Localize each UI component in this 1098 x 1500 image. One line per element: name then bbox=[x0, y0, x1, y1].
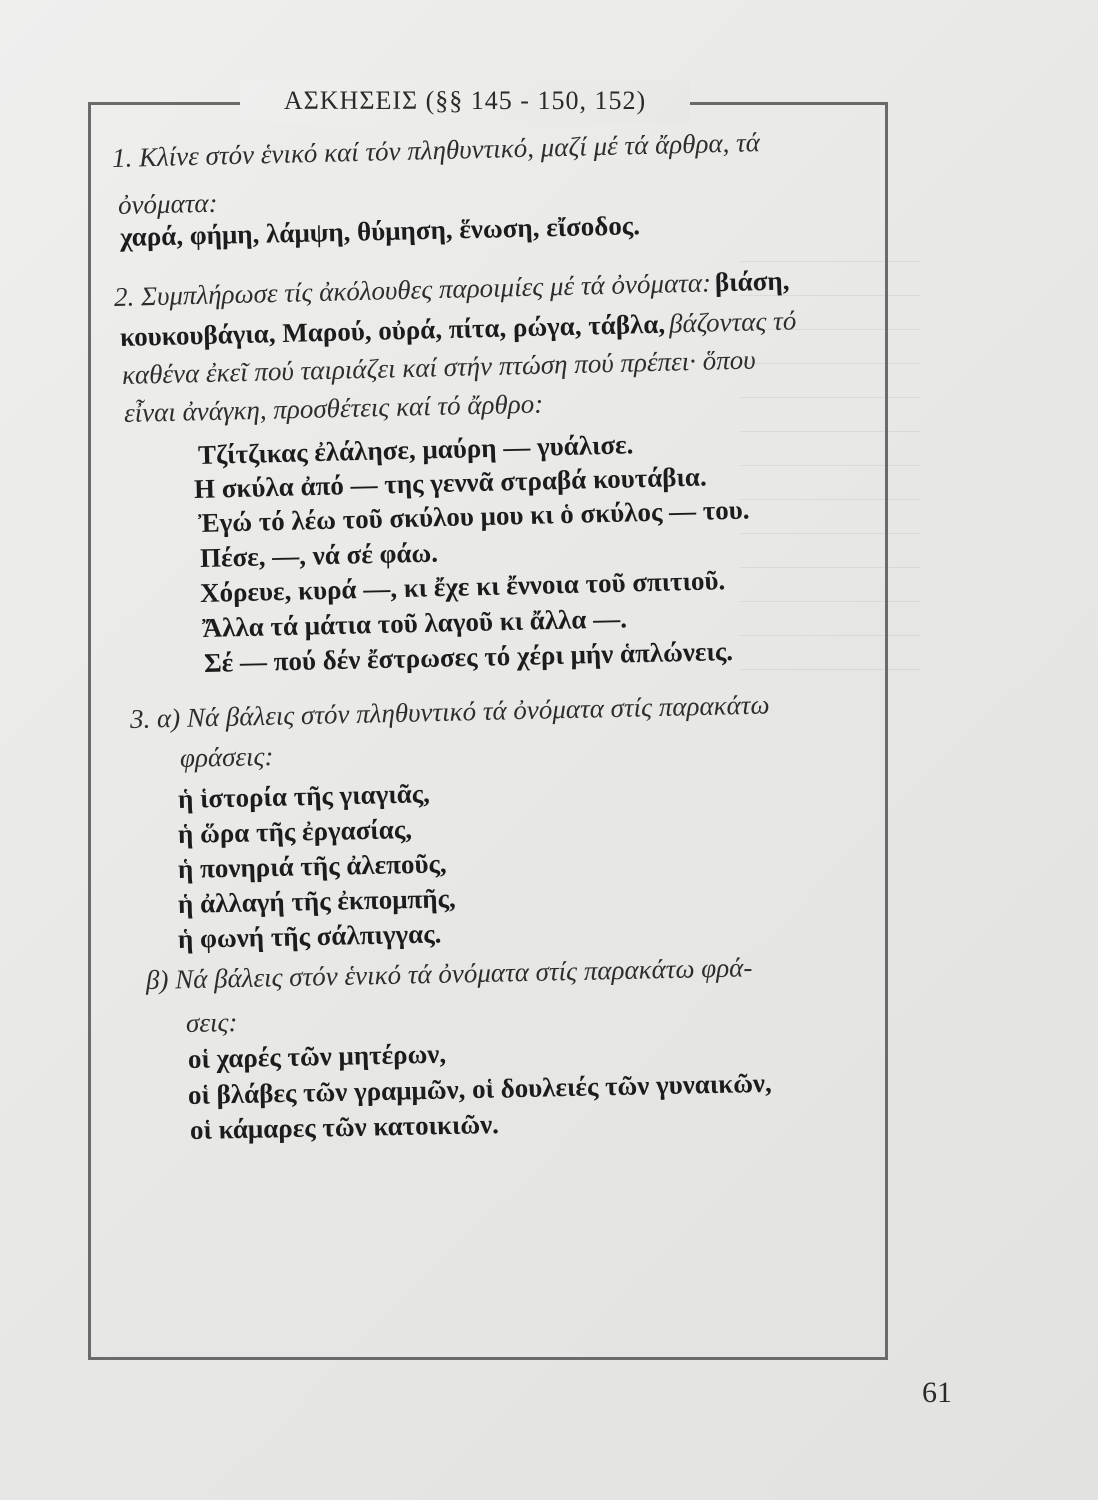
proverb-item: Πέσε, —, νά σέ φάω. bbox=[199, 537, 439, 573]
proverb-item: Ἐγώ τό λέω τοῦ σκύλου μου κι ὁ σκύλος — του. bbox=[197, 494, 750, 538]
phrase-item: ἡ πονηριά τῆς ἀλεποῦς, bbox=[177, 848, 447, 884]
exercise-2-instruction-continuation: βάζοντας τό bbox=[668, 305, 797, 339]
proverb-item: Σέ — πού δέν ἔστρωσες τό χέρι μήν ἁπλώνεις. bbox=[203, 636, 734, 678]
page-title: ΑΣΚΗΣΕΙΣ (§§ 145 - 150, 152) bbox=[240, 80, 690, 122]
phrase-item: οἱ βλάβες τῶν γραμμῶν, οἱ δουλειές τῶν γυναικῶν, bbox=[187, 1067, 772, 1110]
exercise-2-instruction-line-3: καθένα ἐκεῖ πού ταιριάζει καί στήν πτώση πού πρέπει· ὅπου bbox=[121, 344, 756, 390]
exercise-1-word-list: χαρά, φήμη, λάμψη, θύμηση, ἕνωση, εἴσοδος. bbox=[119, 210, 641, 252]
proverb-item: Η σκύλα ἀπό — της γεννᾶ στραβά κουτάβια. bbox=[193, 461, 707, 504]
phrase-item: ἡ ὥρα τῆς ἐργασίας, bbox=[177, 814, 413, 849]
exercise-2-word-list-rest: κουκουβάγια, Μαρού, οὐρά, πίτα, ρώγα, τάβλα, bbox=[119, 308, 666, 352]
exercise-3b-instruction-line-2: σεις: bbox=[185, 1007, 238, 1038]
exercise-1-instruction-line-2: ὀνόματα: bbox=[117, 187, 218, 220]
exercise-3a-instruction-line-2: φράσεις: bbox=[179, 741, 274, 773]
proverb-item: Τζίτζικας ἐλάλησε, μαύρη — γυάλισε. bbox=[197, 429, 634, 470]
exercise-3a-instruction-line-1: 3. α) Νά βάλεις στόν πληθυντικό τά ὀνόματα στίς παρακάτω bbox=[129, 689, 770, 734]
exercise-2-instruction-line-4: εἶναι ἀνάγκη, προσθέτεις καί τό ἄρθρο: bbox=[123, 388, 544, 428]
phrase-item: οἱ κάμαρες τῶν κατοικιῶν. bbox=[189, 1109, 500, 1145]
phrase-item: ἡ φωνή τῆς σάλπιγγας. bbox=[177, 918, 442, 954]
phrase-item: οἱ χαρές τῶν μητέρων, bbox=[187, 1038, 447, 1074]
proverb-item: Ἄλλα τά μάτια τοῦ λαγοῦ κι ἄλλα —. bbox=[201, 603, 628, 643]
exercise-2-word-list-start: βιάση, bbox=[714, 265, 790, 298]
phrase-item: ἡ ἀλλαγή τῆς ἐκπομπῆς, bbox=[177, 883, 457, 919]
exercise-1-instruction-line-1: 1. Κλίνε στόν ἑνικό καί τόν πληθυντικό, μαζί μέ τά ἄρθρα, τά bbox=[111, 127, 761, 173]
exercise-3b-instruction-line-1: β) Νά βάλεις στόν ἑνικό τά ὀνόματα στίς παρακάτω φρά- bbox=[145, 952, 753, 995]
exercise-2-instruction-text: 2. Συμπλήρωσε τίς ἀκόλουθες παροιμίες μέ τά ὀνόματα: bbox=[113, 267, 712, 312]
phrase-item: ἡ ἱστορία τῆς γιαγιᾶς, bbox=[177, 778, 431, 814]
proverb-item: Χόρευε, κυρά —, κι ἔχε κι ἔννοια τοῦ σπιτιοῦ. bbox=[199, 565, 726, 608]
page-number: 61 bbox=[922, 1376, 952, 1409]
